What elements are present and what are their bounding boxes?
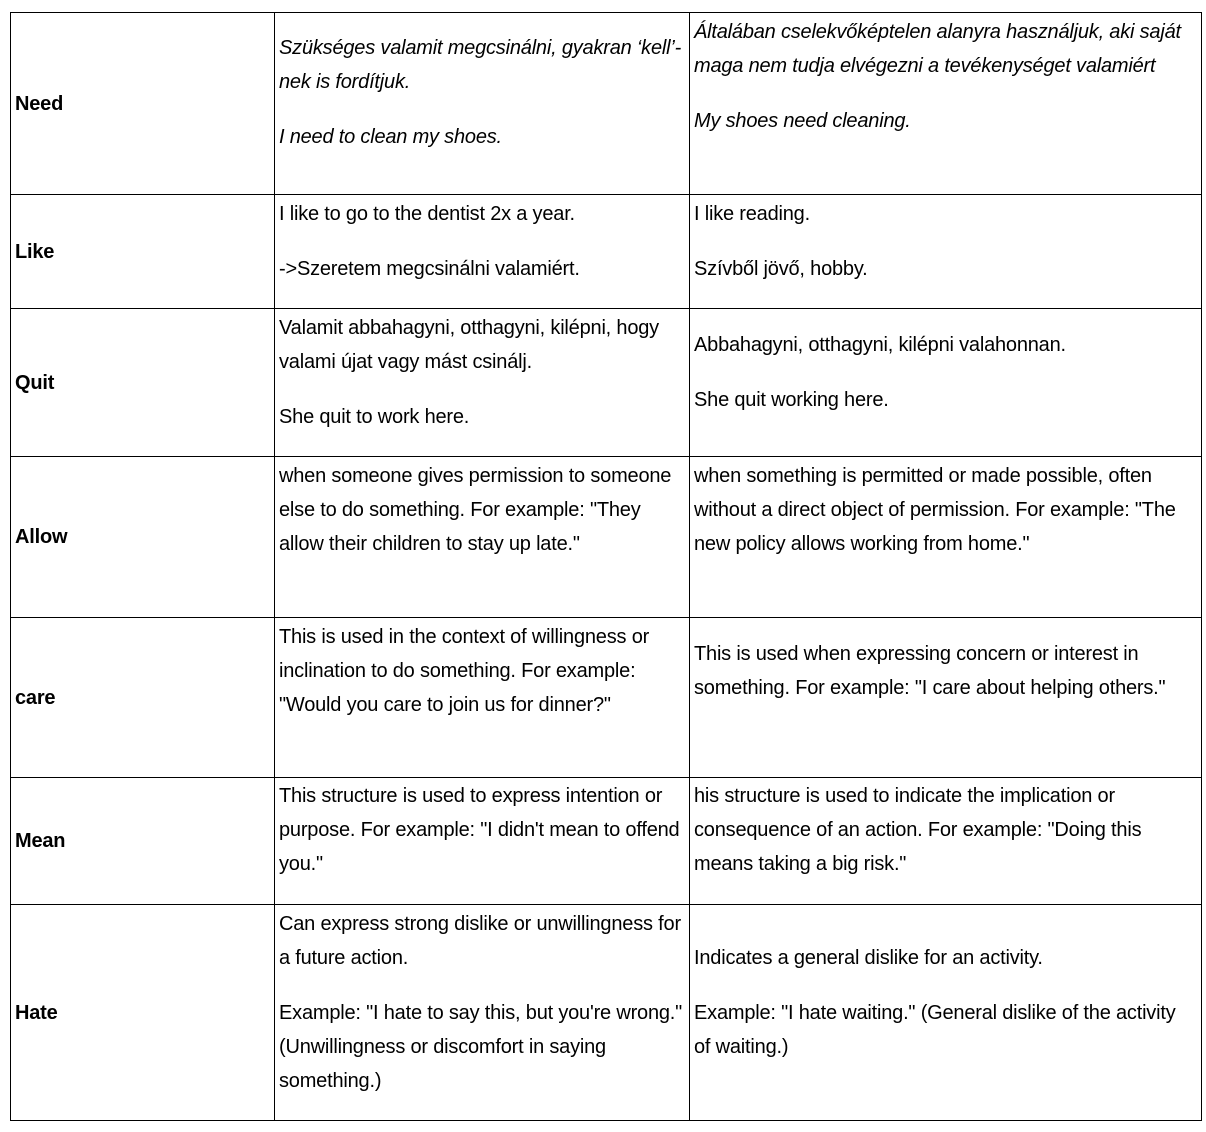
example-text: I like to go to the dentist 2x a year. [279,203,575,225]
example-text: My shoes need cleaning. [694,110,911,132]
verb-cell [11,618,275,778]
table-row-mean [11,778,1202,905]
usage-text: Indicates a general dislike for an activity. [694,947,1043,969]
verb-label: Like [15,240,55,263]
verb-comparison-table [10,12,1202,1121]
usage-text: when something is permitted or made possible, often without a direct object of permission. For example: "The new policy allows working from home." [694,465,1176,555]
verb-label: Allow [15,526,68,548]
gerund-usage-cell [690,195,1202,309]
table-row-care [11,618,1202,778]
verb-label: Mean [15,830,66,852]
verb-cell [11,195,275,309]
infinitive-usage-cell [275,457,690,618]
gerund-usage-cell [690,905,1202,1121]
verb-label: care [15,686,56,709]
usage-text: when someone gives permission to someone else to do something. For example: "They allow their children to stay up late." [279,465,672,555]
table-row-like [11,195,1202,309]
example-text: I like reading. [694,203,810,225]
gerund-usage-cell [690,618,1202,778]
verb-label: Quit [15,371,55,394]
verb-cell [11,778,275,905]
infinitive-usage-cell [275,905,690,1121]
table-row-quit [11,309,1202,457]
example-text: She quit to work here. [279,406,470,428]
gerund-usage-cell [690,457,1202,618]
verb-cell [11,309,275,457]
usage-text: Szívből jövő, hobby. [694,258,868,280]
gerund-usage-cell [690,309,1202,457]
infinitive-usage-cell [275,309,690,457]
usage-text: This is used in the context of willingness or inclination to do something. For example: "Would you care to join us for dinner?" [279,626,650,716]
infinitive-usage-cell [275,195,690,309]
infinitive-usage-cell [275,13,690,195]
usage-text: his structure is used to indicate the implication or consequence of an action. For example: "Doing this means taking a big risk." [694,785,1142,875]
usage-text: Szükséges valamit megcsinálni, gyakran ‘kell’-nek is fordítjuk. [279,37,682,93]
example-text: She quit working here. [694,389,889,411]
usage-text: Abbahagyni, otthagyni, kilépni valahonnan. [694,334,1066,356]
verb-cell [11,13,275,195]
usage-text: Can express strong dislike or unwillingness for a future action. [279,913,681,969]
infinitive-usage-cell [275,778,690,905]
usage-text: This is used when expressing concern or interest in something. For example: "I care about helping others." [694,643,1166,699]
usage-text: This structure is used to express intention or purpose. For example: "I didn't mean to offend you." [279,785,680,875]
table-row-need [11,13,1202,195]
verb-cell [11,905,275,1121]
verb-cell [11,457,275,618]
gerund-usage-cell [690,13,1202,195]
usage-text: ->Szeretem megcsinálni valamiért. [279,258,580,280]
usage-text: Általában cselekvőképtelen alanyra használjuk, aki saját maga nem tudja elvégezni a tevékenységet valamiért [694,21,1181,77]
table-row-hate [11,905,1202,1121]
gerund-usage-cell [690,778,1202,905]
table-row-allow [11,457,1202,618]
verb-label: Need [15,92,64,115]
example-text: Example: "I hate waiting." (General dislike of the activity of waiting.) [694,1002,1176,1058]
infinitive-usage-cell [275,618,690,778]
example-text: I need to clean my shoes. [279,126,502,148]
example-text: Example: "I hate to say this, but you're wrong." (Unwillingness or discomfort in saying something.) [279,1002,683,1092]
usage-text: Valamit abbahagyni, otthagyni, kilépni, hogy valami újat vagy mást csinálj. [279,317,659,373]
verb-label: Hate [15,1001,58,1024]
